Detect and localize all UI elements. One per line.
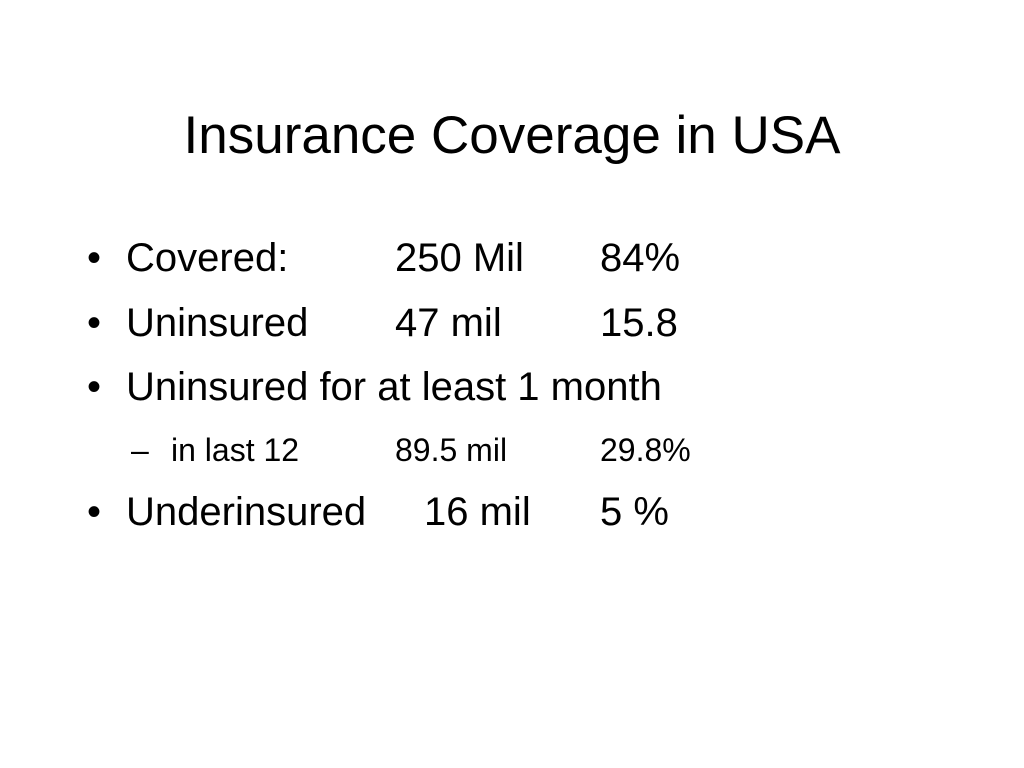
bullet-icon: • — [87, 301, 102, 345]
item-amount: 47 mil — [395, 301, 502, 345]
item-amount: 250 Mil — [395, 236, 524, 280]
item-percent: 29.8% — [600, 432, 691, 468]
dash-icon: – — [131, 432, 149, 468]
item-percent: 84% — [600, 236, 681, 280]
item-label: in last 12 — [171, 432, 300, 468]
bullet-item-underinsured — [0, 482, 1024, 542]
item-label: Covered: — [126, 236, 289, 280]
bullet-icon: • — [87, 236, 102, 280]
slide-title: Insurance Coverage in USA — [183, 106, 841, 165]
item-amount: 16 mil — [424, 490, 531, 534]
bullet-item-covered — [0, 228, 1024, 288]
item-percent: 15.8 — [600, 301, 678, 345]
bullet-icon: • — [87, 490, 102, 534]
bullet-icon: • — [87, 365, 102, 409]
item-label: Uninsured — [126, 301, 309, 345]
item-percent: 5 % — [600, 490, 669, 534]
item-label: Underinsured — [126, 490, 367, 534]
item-amount: 89.5 mil — [395, 432, 508, 468]
item-label: Uninsured for at least 1 month — [126, 365, 662, 409]
bullet-item-uninsured-month — [0, 357, 1024, 417]
sub-item-last-12 — [0, 420, 1024, 480]
bullet-item-uninsured — [0, 293, 1024, 353]
